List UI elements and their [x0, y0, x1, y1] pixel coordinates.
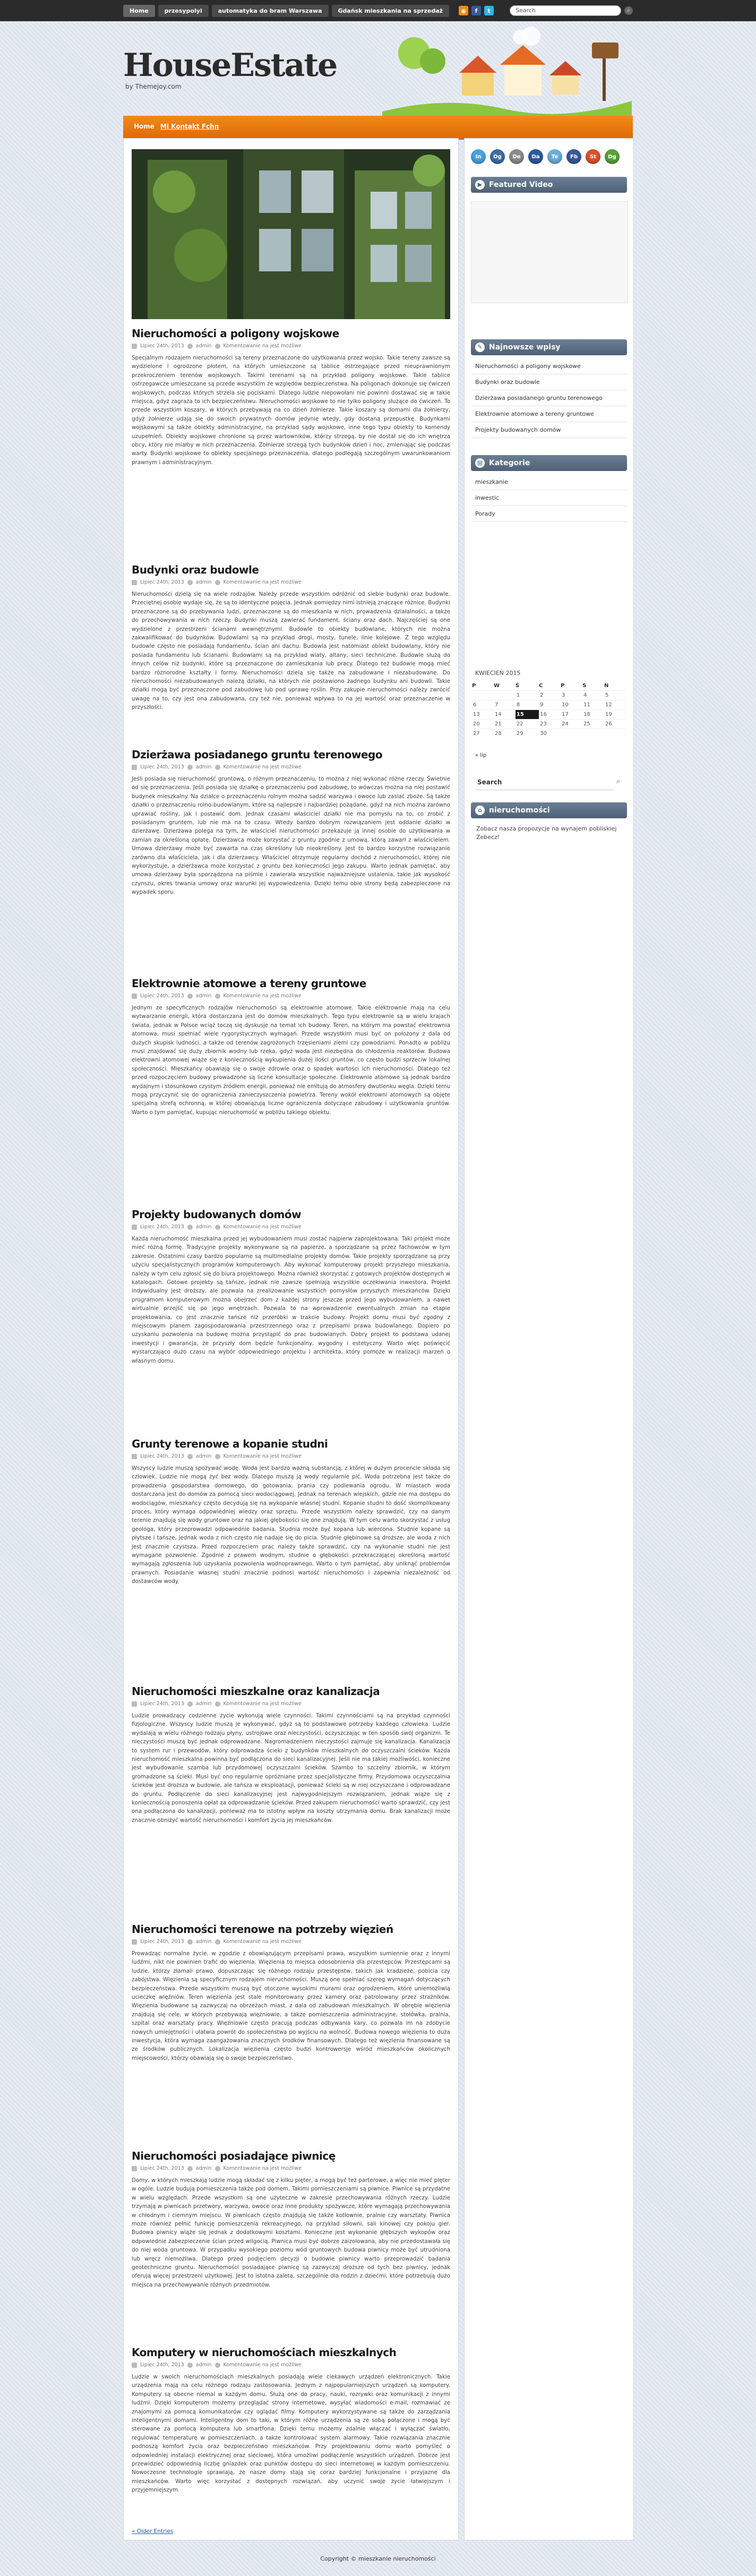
post-title[interactable]: Grunty terenowe a kopanie studni	[132, 1437, 328, 1450]
social-icon[interactable]: St	[586, 149, 600, 164]
post-comments: Komentowanie na jest możliwe	[223, 1224, 302, 1230]
calendar-icon	[132, 1701, 137, 1707]
calendar-day: 14	[494, 710, 516, 720]
user-icon	[187, 765, 193, 770]
post-body: Specjalnym rodzajem nieruchomości są tereny przeznaczone do użytkowania przez wojsko. Takie tereny zawsze są wydzielone i ogrodzone płotem, na których umieszczone są tablice ostrzegające przed nieuprawnionym przekroczeniem terenów wojskowych. Takimi terenami są na przykład poligony wojskowe. Takie tablice ostrzegawcze umieszczane są przede wszystkim ze względów bezpieczeństwa. Na poligonach dokonuje się ćwiczeń wojskowych, podczas których strzela się pociskami. Dlatego ludzie niepowołani nie powinni dostawać się w takie miejsca, gdyż zagraża to ich bezpieczeństwu. Nieruchomości wojskowe to nie tylko poligony służące do ćwiczeń. To przede wszystkim koszary, w których przebywają na co dzień żołnierze. Takie koszary są domami dla żołnierzy, gdyż żołnierze udają się do swoich prywatnych domów jedynie wtedy, gdy dostaną przepustkę. Budynkami wojskowymi są także obiekty administracyjne, na przykład sądy wojskowe, inne tego typu obiekty to komendy uzupełnień. Obiekty wojskowe chronione są przez wartowników, którzy strzegą, by nie dostał się do ich wnętrza obcy, który nie miałby w nich przeznaczenia. Żołnierze strzegą tych budynków dzień i noc, zmieniając się podczas warty. Budynki wojskowe to obiekty specjalnego przeznaczenia, dlatego podlegają szczególnym uwarunkowaniom prawnym i administracyjnym.	[132, 355, 450, 466]
recent-post-link[interactable]: Budynki oraz budowle	[471, 374, 627, 390]
search-icon[interactable]: ⌕	[616, 777, 621, 785]
post	[132, 977, 450, 1117]
post-title[interactable]: Nieruchomości a poligony wojskowe	[132, 327, 339, 340]
widget-najnowsze-title: ✎ Najnowsze wpisy	[471, 339, 627, 355]
recent-post-link[interactable]: Dzierżawa posiadanego gruntu terenowego	[471, 390, 627, 406]
home-icon: ⌂	[475, 806, 485, 815]
najnowsze-list	[471, 358, 627, 438]
post-comments: Komentowanie na jest możliwe	[223, 1701, 302, 1707]
calendar-day: 5	[604, 691, 626, 700]
user-icon	[187, 1701, 193, 1707]
calendar-icon	[132, 2363, 137, 2368]
calendar-prev-link[interactable]: « lip	[475, 752, 487, 758]
post-author[interactable]: admin	[195, 764, 212, 770]
post-comments: Komentowanie na jest możliwe	[223, 1939, 302, 1945]
post-meta	[132, 579, 450, 585]
calendar-day: 27	[472, 729, 494, 739]
calendar-day: 25	[582, 720, 604, 729]
calendar-day: 22	[516, 720, 539, 729]
calendar-day: 30	[539, 729, 561, 739]
category-link[interactable]: Porady	[471, 506, 627, 522]
post-author[interactable]: admin	[195, 579, 212, 585]
nav-kontakt[interactable]: Mi Kontakt Fchn	[160, 123, 219, 130]
calendar-icon	[132, 1939, 137, 1945]
calendar-icon	[132, 1225, 137, 1230]
post-title[interactable]: Projekty budowanych domów	[132, 1208, 302, 1221]
facebook-icon[interactable]: f	[471, 6, 481, 15]
main-navigation	[123, 116, 633, 140]
category-link[interactable]: inwestic	[471, 490, 627, 506]
post-title[interactable]: Nieruchomości terenowe na potrzeby więzień	[132, 1923, 393, 1936]
calendar-day: 18	[582, 710, 604, 720]
search-icon[interactable]: ⌕	[624, 6, 633, 15]
comment-icon	[215, 344, 220, 349]
post	[132, 327, 450, 467]
widget-kategorie-title: ▤ Kategorie	[471, 455, 627, 471]
post-body: Ludzie w swoich nieruchomościach mieszkalnych posiadają wiele ciekawych urządzeń elektronicznych. Takie urządzenia mają na celu różnego rodzaju zastosowania. Jednym z najpopularniejszych urządzeń są komputery. Komputery są obecne niemal w każdym domu. Służą one do pracy, nauki, rozrywki oraz komunikacji z innymi ludźmi. Dzięki komputerom możemy przeglądać strony internetowe, wysyłać wiadomości e-mail, rozmawiać ze znajomymi za pomocą komunikatorów czy oglądać filmy. Komputery wykorzystywane są także do zarządzania inteligentnymi domami. Inteligentny dom to taki, w którym różne urządzenia są ze sobą połączone i mogą być sterowane za pomocą komputera lub smartfona. Dzięki temu możemy zdalnie włączać i wyłączać światło, regulować temperaturę w pomieszczeniach, a także kontrolować system alarmowy. Takie rozwiązania znacznie podnoszą komfort życia oraz bezpieczeństwo mieszkańców. Przy projektowaniu domu warto pomyśleć o odpowiedniej instalacji elektrycznej oraz sieciowej, która umożliwi podłączenie wszystkich urządzeń. Dobrze jest przewidzieć odpowiednią liczbę gniazdek oraz punktów dostępu do sieci internetowej w każdym pomieszczeniu. Nowoczesne technologie sprawiają, że nasze domy stają się coraz bardziej funkcjonalne i przyjazne dla mieszkańców. Warto więc korzystać z dostępnych rozwiązań, aby uczynić swoje życie łatwiejszym i przyjemniejszym.	[132, 2374, 450, 2494]
social-icon[interactable]: Dg	[490, 149, 505, 164]
calendar-day: 20	[472, 720, 494, 729]
recent-post-link[interactable]: Projekty budowanych domów	[471, 422, 627, 438]
calendar-day: 1	[516, 691, 539, 700]
comment-icon	[215, 1701, 220, 1707]
comment-icon	[215, 994, 220, 999]
calendar-day: 3	[561, 691, 582, 700]
calendar-day: 19	[604, 710, 626, 720]
post-author[interactable]: admin	[195, 1701, 212, 1707]
user-icon	[187, 2166, 193, 2171]
calendar-day: 10	[561, 700, 582, 710]
user-icon	[187, 1454, 193, 1459]
calendar-day: 29	[516, 729, 539, 739]
calendar-weekday: P	[561, 683, 565, 689]
post	[132, 563, 450, 712]
calendar-day: 6	[472, 700, 494, 710]
top-nav-item[interactable]: automatyka do bram Warszawa	[212, 5, 329, 17]
post-meta	[132, 764, 450, 770]
post-meta	[132, 1939, 450, 1945]
calendar-weekday: P	[472, 683, 476, 689]
user-icon	[187, 1939, 193, 1945]
post-title[interactable]: Elektrownie atomowe a tereny gruntowe	[132, 977, 366, 990]
top-nav-home[interactable]: Home	[123, 5, 155, 17]
user-icon	[187, 994, 193, 999]
calendar-day: 23	[539, 720, 561, 729]
post-meta	[132, 2166, 450, 2171]
calendar-day: 16	[539, 710, 561, 720]
post-body: Wszyscy ludzie muszą spożywać wodę. Woda jest bardzo ważną substancją, z której w dużym procencie składa się człowiek. Ludzie nie mogą żyć bez wody. Dlatego muszą ją wody regularnie pić. Woda potrzebna jest także do prowadzenia gospodarstwa domowego, do gotowania, prania czy podlewania ogrodu. W miastach woda dostarczana jest do domów za pomocą sieci wodociągowej. Jednak na terenach wiejskich, gdzie nie ma dostępu do wodociągów, mieszkańcy często decydują się na wykopanie własnej studni. Kopanie studni to dość skomplikowany proces, który wymaga odpowiedniej wiedzy oraz sprzętu. Przede wszystkim należy sprawdzić, czy na danym terenie znajdują się wody gruntowe oraz na jakiej głębokości się one znajdują. W tym celu warto skorzystać z usług geologa, który przeprowadzi odpowiednie badania. Studnia może być kopana lub wiercona. Studnie kopane są płytsze i tańsze, jednak woda z nich często nie nadaje się do picia. Studnie głębinowe są droższe, ale woda z nich jest znacznie czystsza. Przed rozpoczęciem prac należy także sprawdzić, czy na wykonanie studni nie jest wymagane pozwolenie. Zgodnie z prawem wodnym, studnie o głębokości przekraczającej określoną wartość wymagają zgłoszenia lub uzyskania pozwolenia wodnoprawnego. Warto o tym pamiętać, aby uniknąć problemów prawnych. Posiadanie własnej studni znacznie podnosi wartość nieruchomości i zapewnia niezależność od dostawców wody.	[132, 1465, 450, 1585]
user-icon	[187, 2363, 193, 2368]
post-comments: Komentowanie na jest możliwe	[223, 2166, 302, 2171]
post-title[interactable]: Nieruchomości mieszkalne oraz kanalizacja	[132, 1685, 380, 1698]
calendar-weekday: N	[604, 683, 609, 689]
post-author[interactable]: admin	[195, 2166, 212, 2171]
social-links	[459, 6, 494, 15]
post-comments: Komentowanie na jest możliwe	[223, 1453, 302, 1459]
user-icon	[187, 580, 193, 585]
calendar-day	[494, 691, 516, 700]
widget-nieruchomosci-title: ⌂ nieruchomości	[471, 802, 627, 818]
post-title[interactable]: Dzierżawa posiadanego gruntu terenowego	[132, 748, 383, 761]
footer: Copyright © mieszkanie nieruchomości	[320, 2555, 436, 2562]
post-date: Lipiec 24th, 2013	[140, 1701, 184, 1707]
post-body: Prowadząc normalne życie, w zgodzie z obowiązującym przepisami prawa, wszystkim sumiennie oraz z innymi ludźmi, nikt nie powinien trafić do więzienia. Więzienia to miejsca odosobnienia dla przestępców. Przestępcami są ludzie, którzy złamali prawo, dopuszczając się różnego rodzaju przestępstw, takich jak kradzieże, pobicia czy zabójstwa. Więzienia są specyficznym rodzajem nieruchomości. Muszą one spełniać szereg wymagań dotyczących bezpieczeństwa. Przede wszystkim muszą być otoczone wysokimi murami oraz ogrodzeniem, które uniemożliwią ucieczkę więźniów. Teren więzienia jest stale monitorowany przez kamery oraz patrolowany przez strażników. Więzienia budowane są zazwyczaj na obrzeżach miast, z dala od zabudowań mieszkalnych. W obrębie więzienia znajdują się cele, w których przebywają więźniowie, a także pomieszczenia administracyjne, stołówka, pralnia, szpital oraz warsztaty pracy. Więźniowie często pracują podczas odbywania kary, co pozwala im na zdobycie nowych umiejętności i ułatwia powrót do społeczeństwa po wyjściu na wolność. Budowa nowego więzienia to duża inwestycja, która wymaga zaangażowania znacznych środków finansowych. Dlatego też więzienia finansowane są ze środków publicznych. Lokalizacja więzienia często budzi kontrowersje wśród mieszkańców okolicznych miejscowości, którzy obawiają się o swoje bezpieczeństwo.	[132, 1950, 450, 2061]
comment-icon	[215, 2166, 220, 2171]
calendar-day: 26	[604, 720, 626, 729]
search-input[interactable]: Search	[510, 5, 621, 16]
calendar-weekday: S	[582, 683, 587, 689]
calendar-day: 8	[516, 700, 539, 710]
folder-icon: ▤	[475, 458, 485, 468]
calendar-day: 15	[516, 710, 539, 720]
calendar-caption: KWIECIEŃ 2015	[475, 670, 521, 677]
post-date: Lipiec 24th, 2013	[140, 1939, 184, 1945]
social-icon[interactable]: Da	[528, 149, 543, 164]
post-date: Lipiec 24th, 2013	[140, 764, 184, 770]
post-author[interactable]: admin	[195, 993, 212, 999]
post-date: Lipiec 24th, 2013	[140, 579, 184, 585]
social-icon[interactable]: In	[471, 149, 486, 164]
calendar-icon	[132, 765, 137, 770]
older-entries-link[interactable]: « Older Entries	[132, 2528, 174, 2535]
featured-image	[132, 149, 450, 319]
post-meta	[132, 343, 450, 349]
calendar-day: 28	[494, 729, 516, 739]
social-icon[interactable]: De	[509, 149, 524, 164]
social-icon[interactable]: Dg	[605, 149, 620, 164]
post	[132, 2150, 450, 2289]
header-illustration	[382, 21, 632, 127]
recent-post-link[interactable]: Nieruchomości a poligony wojskowe	[471, 358, 627, 374]
calendar-day	[561, 729, 582, 739]
post	[132, 1685, 450, 1825]
post-body: Jednym ze specyficznych rodzajów nieruchomości są elektrownie atomowe. Takie elektrownie mają na celu wytwarzanie energii, która dostarczana jest do domów mieszkalnych. Tego typu elektrownie są w wielu krajach świata, jednak w Polsce wciąż toczą się dyskusje na temat ich budowy. Teren, na którym ma powstać elektrownia atomowa, musi spełniać wiele rygorystycznych wymagań. Przede wszystkim musi być on położony z dala od dużych skupisk ludności, a także od terenów zagrożonych trzęsieniami ziemi czy powodziami. Ponadto w pobliżu musi znajdować się duży zbiornik wodny lub rzeka, gdyż woda jest niezbędna do chłodzenia reaktorów. Budowa elektrowni atomowej wiąże się z koniecznością wykupienia dużej ilości gruntów, co często budzi sprzeciw lokalnej społeczności. Mieszkańcy obawiają się o swoje zdrowie oraz o spadek wartości ich nieruchomości. Dlatego też przed rozpoczęciem budowy prowadzone są liczne konsultacje społeczne. Elektrownie atomowe są jednak bardzo wydajnym i stosunkowo czystym źródłem energii, ponieważ nie emitują do atmosfery dwutlenku węgla. Dzięki temu mogą przyczynić się do ograniczenia zanieczyszczenia powietrza. Tereny wokół elektrowni atomowych są objęte specjalną strefą ochronną, w której obowiązują liczne ograniczenia dotyczące zabudowy i użytkowania gruntów. Warto o tym pamiętać, kupując nieruchomość w pobliżu takiego obiektu.	[132, 1005, 450, 1116]
video-icon: ▶	[475, 180, 485, 190]
post-body: Nieruchomości dzielą się na wiele rodzajów. Należy przede wszystkim odróżnić od siebie budynki oraz budowle. Przeciętnej osobie wydaje się, że są to identyczne pojęcia. Jednak pomiędzy nimi istnieją znaczące różnice. Budynki przeznaczone są do przebywania ludzi, przeznaczone są do mieszkania w nich, prowadzenia działalności, a także do przechowywania w nich rzeczy. Budynki muszą zawierać fundament, ściany oraz dach. Najczęściej są one wydzielone z przestrzeni ścianami wewnętrznymi. Budowle to obiekty budowlane, których nie można zakwalifikować do budynków. Budowlami są na przykład drogi, mosty, tunele, linie kolejowe. Z tego względu budowle często nie posiadają fundamentu, ścian ani dachu. Budowla jest natomiast obiekt budowlany, który nie posiada fundamentu lub ścianami. Budowlami są na przykład wiaty, altany, sieci techniczne. Budowle służą do innych celów niż budynki, które są przeznaczone do zamieszkania lub pracy. Dlatego też budowle mogą mieć bardzo różnorodne kształty i formy. Nieruchomości dzielą się także na zabudowane i niezabudowane. Do nieruchomości niezabudowanych należą działki, na których nie postawiono żadnego budynku ani budowli. Takie działki mogą być przeznaczone pod zabudowę lub pod uprawę roślin. Przy zakupie nieruchomości należy zwrócić uwagę na to, czy jest ona zabudowana, czy też nie, ponieważ wpływa to na jej wartość oraz przeznaczenie w przyszłości.	[132, 591, 450, 711]
calendar-day	[582, 729, 604, 739]
comment-icon	[215, 1939, 220, 1945]
post-meta	[132, 993, 450, 999]
calendar-day: 17	[561, 710, 582, 720]
post-date: Lipiec 24th, 2013	[140, 993, 184, 999]
post-comments: Komentowanie na jest możliwe	[223, 764, 302, 770]
calendar-day: 12	[604, 700, 626, 710]
top-nav-item[interactable]: przesypolyi	[158, 5, 209, 17]
post-author[interactable]: admin	[195, 343, 212, 349]
post-meta	[132, 2362, 450, 2368]
post-date: Lipiec 24th, 2013	[140, 1224, 184, 1230]
featured-video-box[interactable]	[471, 201, 628, 303]
calendar-weekday: C	[539, 683, 543, 689]
calendar-icon	[132, 1454, 137, 1459]
post-date: Lipiec 24th, 2013	[140, 2166, 184, 2171]
post-title[interactable]: Nieruchomości posiadające piwnicę	[132, 2150, 336, 2162]
widget-featured-video-title: ▶ Featured Video	[471, 177, 627, 193]
post	[132, 748, 450, 897]
calendar-day	[604, 729, 626, 739]
sidebar-search-input[interactable]: Search	[477, 778, 502, 786]
comment-icon	[215, 2363, 220, 2368]
post	[132, 2346, 450, 2495]
comment-icon	[215, 1225, 220, 1230]
post-meta	[132, 1453, 450, 1459]
calendar-weekday: W	[493, 683, 500, 689]
site-byline: by Themejoy.com	[125, 83, 182, 90]
site-logo[interactable]: HouseEstate	[123, 47, 337, 84]
post-meta	[132, 1701, 450, 1707]
posts-icon: ✎	[475, 343, 485, 352]
post-title[interactable]: Komputery w nieruchomościach mieszkalnych	[132, 2346, 397, 2359]
top-nav-item[interactable]: Gdańsk mieszkania na sprzedaż	[332, 5, 450, 17]
post	[132, 1208, 450, 1365]
user-icon	[187, 344, 193, 349]
user-icon	[187, 1225, 193, 1230]
calendar-day: 24	[561, 720, 582, 729]
post-author[interactable]: admin	[195, 1939, 212, 1945]
calendar-day: 21	[494, 720, 516, 729]
calendar-day: 9	[539, 700, 561, 710]
calendar-weekday: Ś	[515, 683, 520, 689]
post-comments: Komentowanie na jest możliwe	[223, 343, 302, 349]
calendar-icon	[132, 994, 137, 999]
post-author[interactable]: admin	[195, 1224, 212, 1230]
sidebar	[464, 138, 634, 2540]
social-icon[interactable]: Te	[547, 149, 562, 164]
calendar-day: 4	[582, 691, 604, 700]
post-comments: Komentowanie na jest możliwe	[223, 993, 302, 999]
nav-home[interactable]: Home	[134, 123, 154, 130]
calendar-icon	[132, 2166, 137, 2171]
comment-icon	[215, 765, 220, 770]
post-author[interactable]: admin	[195, 1453, 212, 1459]
post-comments: Komentowanie na jest możliwe	[223, 579, 302, 585]
post-author[interactable]: admin	[195, 2362, 212, 2368]
nieruchomosci-text[interactable]: Zobacz nasza propozycje na wynajem pobliskiej Zebecz!	[476, 825, 617, 841]
comment-icon	[215, 580, 220, 585]
comment-icon	[215, 1454, 220, 1459]
content-column	[123, 138, 459, 2540]
post-body: Domy, w których mieszkają ludzie mogą składać się z kilku pięter, a mogą być też parterowe, a więc nie mieć pięter w ogóle. Ludzie budują pomieszczenia także pod domem. Takimi pomieszczeniami są piwnice. Piwnice są przydatne w wielu względach. Przede wszystkim są one użyteczne w zakresie przechowywania różnych rzeczy. Ludzie trzymają w piwnicach przetwory, warzywa, owoce oraz inne produkty spożywcze, które wymagają przechowywania w chłodnym i ciemnym miejscu. W piwnicach często znajdują się także kotłownie, pralnie czy warsztaty. Piwnica może również pełnić funkcję pomieszczenia rekreacyjnego, na przykład siłowni, sali kinowej czy pokoju gier. Budowa piwnicy wiąże się jednak z dodatkowymi kosztami. Konieczne jest wykonanie głębszych wykopów oraz odpowiednie zabezpieczenie ścian przed wilgocią. Piwnica musi być dobrze zaizolowana, aby nie przedostawała się do niej woda gruntowa. W przypadku wysokiego poziomu wód gruntowych budowa piwnicy może być utrudniona lub wręcz niemożliwa. Dlatego przed podjęciem decyzji o budowie piwnicy warto przeprowadzić badania geotechniczne gruntu. Nieruchomości posiadające piwnicę są zazwyczaj droższe od tych bez piwnicy, jednak oferują więcej przestrzeni użytkowej. Jest to istotna zaleta, szczególnie dla rodzin z dziećmi, które potrzebują dużo miejsca na przechowywanie różnych przedmiotów.	[132, 2177, 450, 2288]
calendar	[472, 681, 626, 738]
calendar-day	[472, 691, 494, 700]
sidebar-social-icons	[471, 149, 620, 164]
calendar-icon	[132, 580, 137, 585]
post-meta	[132, 1224, 450, 1230]
category-link[interactable]: mieszkanie	[471, 474, 627, 490]
post-body: Jeśli posiada się nieruchomość gruntową, o różnym przeznaczeniu, to można z niej wykonać różne rzeczy. Świetnie od się przeznaczenia. Jeśli posiada się działkę o przeznaczeniu pod zabudowę, to wówczas można na niej postawić budynek mieszkalny. Na działce o przeznaczeniu rolnym można sadzić warzywa i owoce lub zasiać zboże. Są także działki o przeznaczeniu rolno-budowlanym, które są najlepsze i najbardziej pożądane, gdyż na nich można zarówno uprawiać rośliny, jak i postawić dom. Jednak czasami właściciel działki nie ma pomysłu na to, co zrobić z posiadanym gruntem, lub nie ma na to czasu. Wtedy bardzo dobrym rozwiązaniem jest oddanie działki w dzierżawę. Dzierżawa polega na tym, że właściciel nieruchomości przekazuje ją innej osobie do użytkowania w zamian za określoną opłatę. Dzierżawca może korzystać z gruntu zgodnie z umową, którą zawarł z właścicielem. Umowa dzierżawy może być zawarta na czas określony lub nieokreślony. Jest to bardzo korzystne rozwiązanie zarówno dla właściciela, jak i dla dzierżawcy. Właściciel otrzymuje regularny dochód z nieruchomości, której nie wykorzystuje, a dzierżawca może korzystać z gruntu bez konieczności jego zakupu. Warto jednak pamiętać, aby umowa dzierżawy była sporządzona na piśmie i zawierała wszystkie najważniejsze ustalenia, takie jak wysokość czynszu, okres trwania umowy oraz warunki jej wypowiedzenia. Dzięki temu obie strony będą zabezpieczone na wypadek sporu.	[132, 776, 450, 896]
post-body: Każda nieruchomość mieszkalna przed jej wybudowaniem musi zostać najpierw zaprojektowana. Taki projekt może mieć różną formę. Tradycyjne projekty wykonywane są na papierze, a sporządzane są przez fachowców w tym zakresie. Ostatnimi czasy bardzo popularne są multimedialne projekty domów. Takie projekty sporządzane są przy użyciu specjalistycznych programów komputerowych. Aby wykonać komputerowy projekt przyszłego mieszkania, należy w tym celu zgłosić się do biura projektowego. Można również skorzystać z gotowych projektów dostępnych w katalogach. Gotowe projekty są tańsze, jednak nie zawsze spełniają wszystkie oczekiwania inwestora. Projekt indywidualny jest droższy, ale pozwala na zrealizowanie wszystkich pomysłów przyszłych mieszkańców. Dzięki programom komputerowym można obejrzeć dom z każdej strony jeszcze przed jego wybudowaniem, a nawet wirtualnie przejść się po jego wnętrzach. Pozwala to na wprowadzenie ewentualnych zmian na etapie projektowania, co jest znacznie tańsze niż przeróbki w trakcie budowy. Projekt domu musi być zgodny z miejscowym planem zagospodarowania przestrzennego oraz z przepisami prawa budowlanego. Dopiero po uzyskaniu pozwolenia na budowę można przystąpić do prac budowlanych. Dobry projekt to podstawa udanej inwestycji i gwarancja, że przyszły dom będzie funkcjonalny, wygodny i estetyczny. Warto więc poświęcić wystarczająco dużo czasu na wybór odpowiedniego projektu i architekta, który pomoże w realizacji marzeń o własnym domu.	[132, 1236, 450, 1364]
post-comments: Komentowanie na jest możliwe	[223, 2362, 302, 2368]
calendar-icon	[132, 344, 137, 349]
post-date: Lipiec 24th, 2013	[140, 1453, 184, 1459]
calendar-day: 7	[494, 700, 516, 710]
post	[132, 1923, 450, 2062]
top-navigation	[123, 5, 449, 17]
post-title[interactable]: Budynki oraz budowle	[132, 563, 259, 576]
post-body: Ludzie prowadzący codzienne życie wykonują wiele czynności. Takimi czynnościami są na przykład czynności fizjologiczne. Wszyscy ludzie muszą je wykonywać, gdyż są to podstawowe potrzeby każdego człowieka. Ludzie wydalają w wielu różnego rodzaju płyny, ustrojowe oraz nieczystości, oczyszczając w ten sposób swój organizm. Te nieczystości muszą być jednak odprowadzane. Nagromadzeniem nieczystości zajmuje się kanalizacja. Kanalizacja to system rur i przewodów, który odprowadza ścieki z budynków mieszkalnych do oczyszczalni ścieków. Każda nieruchomość mieszkalna powinna być podłączona do sieci kanalizacyjnej. Jeśli nie ma takiej możliwości, konieczne jest wybudowanie szamba lub przydomowej oczyszczalni ścieków. Szambo to szczelny zbiornik, w którym gromadzone są ścieki. Musi być ono regularnie opróżniane przez specjalistyczne firmy. Przydomowa oczyszczalnia ścieków jest droższa w budowie, ale tańsza w eksploatacji, ponieważ ścieki są w niej oczyszczane i odprowadzane do gruntu. Podłączenie do sieci kanalizacyjnej jest najwygodniejszym rozwiązaniem, jednak wiąże się z koniecznością ponoszenia opłat za odprowadzanie ścieków. Przed zakupem nieruchomości warto sprawdzić, czy jest ona podłączona do kanalizacji, ponieważ ma to istotny wpływ na koszty utrzymania domu. Brak kanalizacji może znacznie obniżyć wartość nieruchomości i komfort życia jej mieszkańców.	[132, 1713, 450, 1824]
kategorie-list	[471, 474, 627, 522]
post-date: Lipiec 24th, 2013	[140, 2362, 184, 2368]
recent-post-link[interactable]: Elektrownie atomowe a tereny gruntowe	[471, 406, 627, 422]
calendar-day: 11	[582, 700, 604, 710]
calendar-day: 2	[539, 691, 561, 700]
twitter-icon[interactable]: t	[484, 6, 494, 15]
top-bar	[0, 0, 756, 21]
social-icon[interactable]: Fb	[566, 149, 581, 164]
rss-icon[interactable]: ◉	[459, 6, 468, 15]
post-date: Lipiec 24th, 2013	[140, 343, 184, 349]
calendar-day: 13	[472, 710, 494, 720]
post	[132, 1437, 450, 1586]
